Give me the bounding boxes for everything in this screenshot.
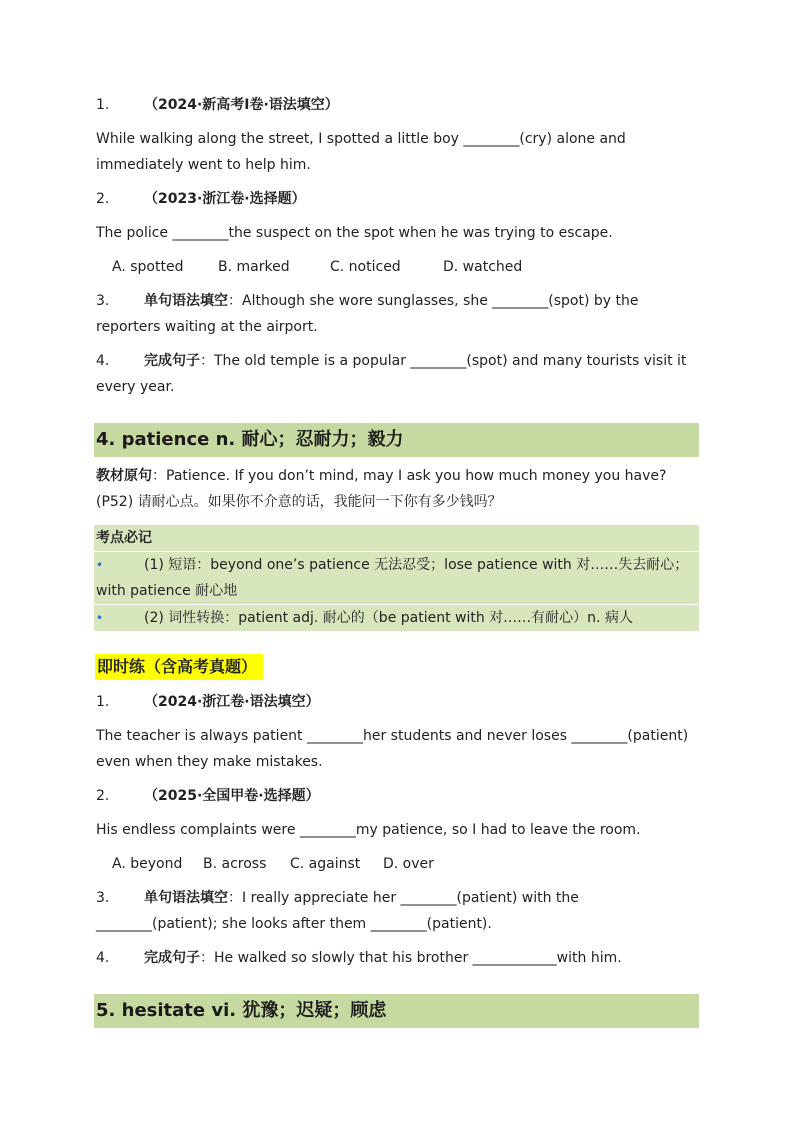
p2-option-a: A. beyond (112, 856, 183, 872)
bullet-icon: • (96, 558, 104, 572)
q4-text (96, 348, 696, 400)
q3-number: 3. (96, 293, 110, 309)
p2-options (112, 851, 434, 877)
word4-heading: 4. patience n. 耐心；忍耐力；毅力 (94, 423, 699, 457)
p3-text (96, 885, 696, 937)
practice-title: 即时练（含高考真题） (95, 654, 263, 680)
q1-text: While walking along the street, I spotted a little boy ________(cry) alone and immediately went to help him. (96, 131, 626, 173)
p2-text: His endless complaints were ________my patience, so I had to leave the room. (96, 822, 641, 838)
q2-text: The police ________the suspect on the spot when he was trying to escape. (96, 225, 613, 241)
key-point-1-text: (1) 短语：beyond one’s patience 无法忍受；lose patience with 对……失去耐心；with patience 耐心地 (96, 557, 689, 599)
q2-source: （2023·浙江卷·选择题） (144, 191, 306, 207)
q2-option-b: B. marked (218, 259, 290, 275)
p1-header (96, 689, 696, 715)
q2-option-c: C. noticed (330, 259, 401, 275)
p4-number: 4. (96, 950, 110, 966)
bullet-icon: • (96, 611, 104, 625)
q1-number: 1. (96, 97, 110, 113)
q4-body: ：The old temple is a popular ________(spot) and many tourists visit it every year. (96, 353, 687, 395)
key-points-panel (94, 525, 699, 631)
q2-header (96, 186, 696, 212)
q2-number: 2. (96, 191, 110, 207)
key-point-2-text: (2) 词性转换：patient adj. 耐心的（be patient with 对……有耐心）n. 病人 (144, 610, 633, 626)
p2-option-d: D. over (383, 856, 434, 872)
textbook-source-text: ：Patience. If you don’t mind, may I ask you how much money you have? (P52) 请耐心点。如果你不介意的话，我能问一下你有多少钱吗？ (96, 468, 667, 510)
q4-label: 完成句子 (144, 353, 200, 369)
p2-source: （2025·全国甲卷·选择题） (144, 788, 320, 804)
q2-option-a: A. spotted (112, 259, 184, 275)
p2-number: 2. (96, 788, 110, 804)
q3-body: ：Although she wore sunglasses, she ________(spot) by the reporters waiting at the airport. (96, 293, 639, 335)
q3-text (96, 288, 696, 340)
p1-source: （2024·浙江卷·语法填空） (144, 694, 320, 710)
p3-body: ：I really appreciate her ________(patient) with the ________(patient); she looks after them ________(patient). (96, 890, 579, 932)
key-point-1 (94, 551, 699, 604)
q2-options (112, 254, 522, 280)
p4-body: ：He walked so slowly that his brother ____________with him. (200, 950, 622, 966)
textbook-source (96, 463, 696, 515)
p4-label: 完成句子 (144, 950, 200, 966)
q3-label: 单句语法填空 (144, 293, 228, 309)
p2-option-c: C. against (290, 856, 361, 872)
p2-option-b: B. across (203, 856, 267, 872)
p2-header (96, 783, 696, 809)
q1-header (96, 92, 696, 118)
q4-number: 4. (96, 353, 110, 369)
word5-heading: 5. hesitate vi. 犹豫；迟疑；顾虑 (94, 994, 699, 1028)
p4-text (96, 945, 696, 971)
q2-option-d: D. watched (443, 259, 523, 275)
p3-number: 3. (96, 890, 110, 906)
key-point-2 (94, 604, 699, 631)
key-points-title: 考点必记 (96, 530, 152, 546)
p3-label: 单句语法填空 (144, 890, 228, 906)
p1-text: The teacher is always patient ________her students and never loses ________(patient) even when they make mistakes. (96, 728, 689, 770)
p1-number: 1. (96, 694, 110, 710)
textbook-source-label: 教材原句 (96, 468, 152, 484)
q1-source: （2024·新高考Ⅰ卷·语法填空） (144, 97, 339, 113)
